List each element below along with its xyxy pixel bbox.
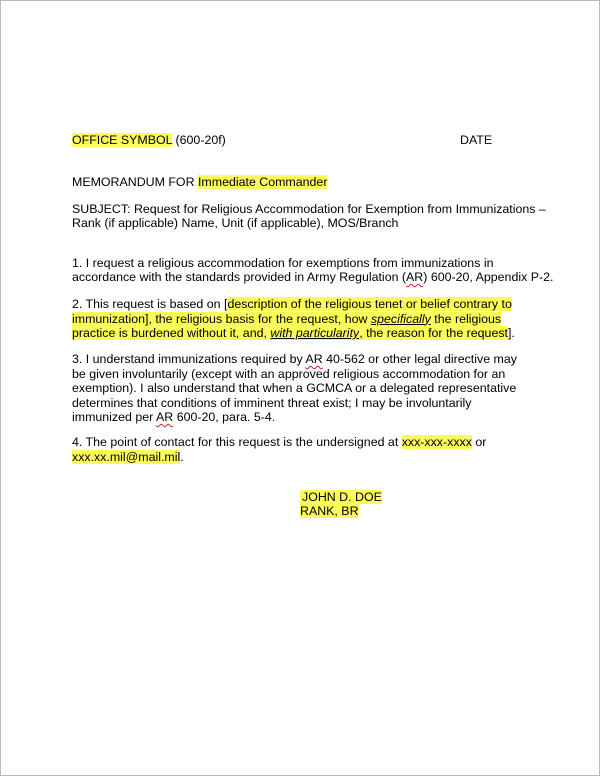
memorandum-for-label: MEMORANDUM FOR bbox=[72, 175, 195, 189]
paragraph-3-text-c: 600-20, para. 5-4. bbox=[173, 410, 276, 424]
paragraph-2-lead: 2. This request is based on [ bbox=[72, 297, 228, 311]
paragraph-4-text: 4. The point of contact for this request is the undersigned at bbox=[72, 435, 402, 449]
paragraph-3-text-b: 40-562 or other legal directive may be given involuntarily (except with an approved religious accommodation for an exemption). I also understand that when a GCMCA or a delegated representative determines that conditions of imminent threat exist; I may be involuntarily immunized per bbox=[72, 352, 517, 424]
paragraph-2-tail: ]. bbox=[507, 326, 515, 340]
paragraph-4-line-2 bbox=[72, 450, 184, 465]
paragraph-3-text-a: 3. I understand immunizations required by bbox=[72, 352, 306, 366]
memorandum-for-line bbox=[72, 175, 327, 190]
signature-name bbox=[300, 490, 382, 505]
paragraph-2 bbox=[72, 297, 542, 341]
paragraph-4-period: . bbox=[180, 450, 184, 464]
abbr-ar: AR bbox=[305, 352, 323, 366]
paragraph-4-line-1 bbox=[72, 435, 486, 450]
signature-name-text: JOHN D. DOE bbox=[302, 490, 382, 504]
signature-rank-text: RANK, BR bbox=[300, 504, 359, 518]
date-field: DATE bbox=[460, 133, 493, 147]
paragraph-1-text-end: ) 600-20, Appendix P-2. bbox=[423, 270, 554, 284]
abbr-ar: AR bbox=[406, 270, 424, 284]
placeholder-email: xxx.xx.mil@mail.mil bbox=[72, 450, 181, 464]
abbr-ar: AR bbox=[156, 410, 174, 424]
paragraph-1-text: accordance with the standards provided in Army Regulation ( bbox=[72, 270, 407, 284]
placeholder-reason: , the reason for the request bbox=[359, 326, 508, 340]
emphasis-with-particularity: with particularity bbox=[270, 326, 360, 340]
paragraph-1-line-1: 1. I request a religious accommodation for exemptions from immunizations in bbox=[72, 256, 494, 270]
office-code: (600-20f) bbox=[175, 133, 226, 147]
office-symbol-line bbox=[72, 133, 226, 148]
placeholder-phone: xxx-xxx-xxxx bbox=[401, 435, 472, 449]
emphasis-specifically: specifically bbox=[370, 311, 431, 326]
office-symbol: OFFICE SYMBOL bbox=[72, 133, 173, 147]
memorandum-addressee: Immediate Commander bbox=[197, 175, 328, 189]
subject-line-1: SUBJECT: Request for Religious Accommodation for Exemption from Immunizations – bbox=[72, 202, 546, 216]
signature-rank bbox=[300, 504, 359, 519]
subject-line-2: Rank (if applicable) Name, Unit (if applicable), MOS/Branch bbox=[72, 216, 399, 230]
placeholder-burden: the religious practice is burdened without it, and, bbox=[72, 311, 502, 340]
paragraph-4-or: or bbox=[471, 435, 487, 449]
placeholder-religious-tenet: description of the religious tenet or belief contrary to immunization], the religious basis for the request, how bbox=[72, 297, 512, 326]
paragraph-3 bbox=[72, 352, 532, 425]
paragraph-1-line-2 bbox=[72, 270, 553, 285]
